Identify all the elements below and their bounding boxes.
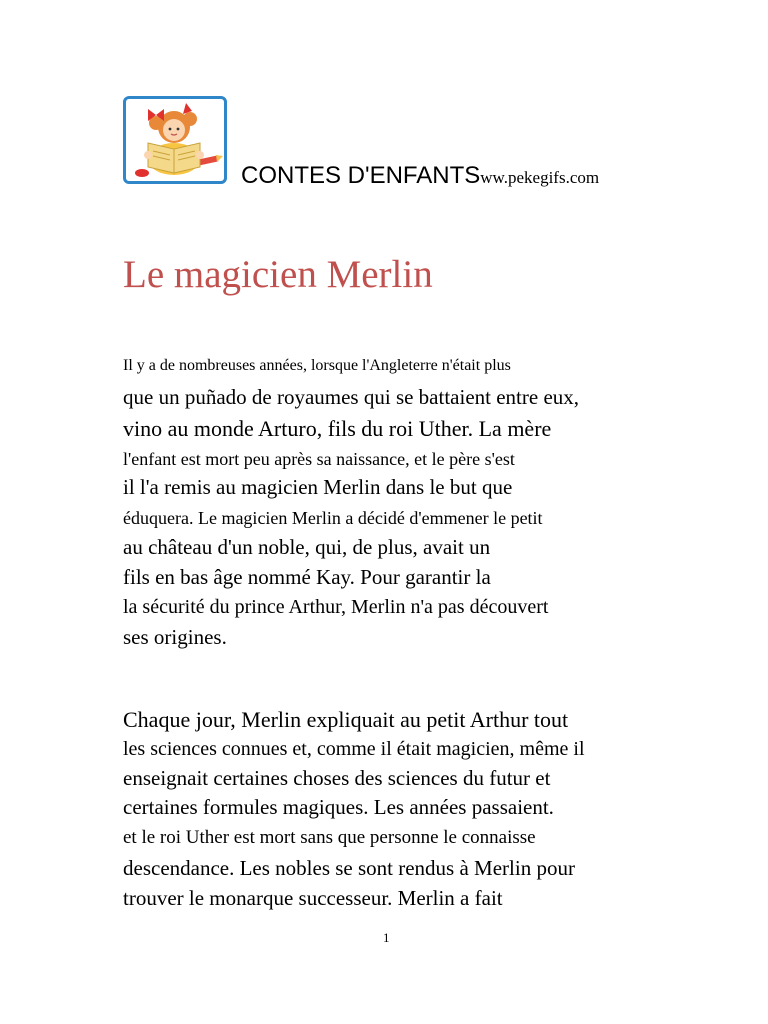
text-line: au château d'un noble, qui, de plus, avait un (123, 535, 491, 559)
text-line: Chaque jour, Merlin expliquait au petit Arthur tout (123, 707, 569, 732)
logo (123, 96, 227, 184)
text-line: que un puñado de royaumes qui se battaient entre eux, (123, 385, 580, 409)
text-line: les sciences connues et, comme il était magicien, même il (123, 738, 585, 760)
page-title: Le magicien Merlin (123, 253, 433, 296)
text-line: Il y a de nombreuses années, lorsque l'Angleterre n'était plus (123, 357, 511, 374)
text-line: certaines formules magiques. Les années passaient. (123, 795, 554, 819)
text-line: il l'a remis au magicien Merlin dans le but que (123, 475, 513, 499)
child-reading-book-icon (126, 99, 224, 181)
text-line: l'enfant est mort peu après sa naissance, et le père s'est (123, 449, 515, 469)
site-header (241, 162, 599, 190)
page-number: 1 (383, 930, 390, 945)
text-line: ses origines. (123, 625, 227, 649)
text-line: et le roi Uther est mort sans que personne le connaisse (123, 827, 536, 848)
text-line: trouver le monarque successeur. Merlin a fait (123, 886, 503, 910)
text-line: éduquera. Le magicien Merlin a décidé d'emmener le petit (123, 508, 543, 528)
text-line: vino au monde Arturo, fils du roi Uther. La mère (123, 416, 552, 441)
text-line: enseignait certaines choses des sciences du futur et (123, 766, 551, 790)
text-line: la sécurité du prince Arthur, Merlin n'a pas découvert (123, 596, 549, 618)
text-line: descendance. Les nobles se sont rendus à Merlin pour (123, 856, 575, 880)
site-name: CONTES D'ENFANTS (241, 162, 481, 189)
site-url: ww.pekegifs.com (480, 168, 600, 187)
text-line: fils en bas âge nommé Kay. Pour garantir la (123, 565, 491, 589)
